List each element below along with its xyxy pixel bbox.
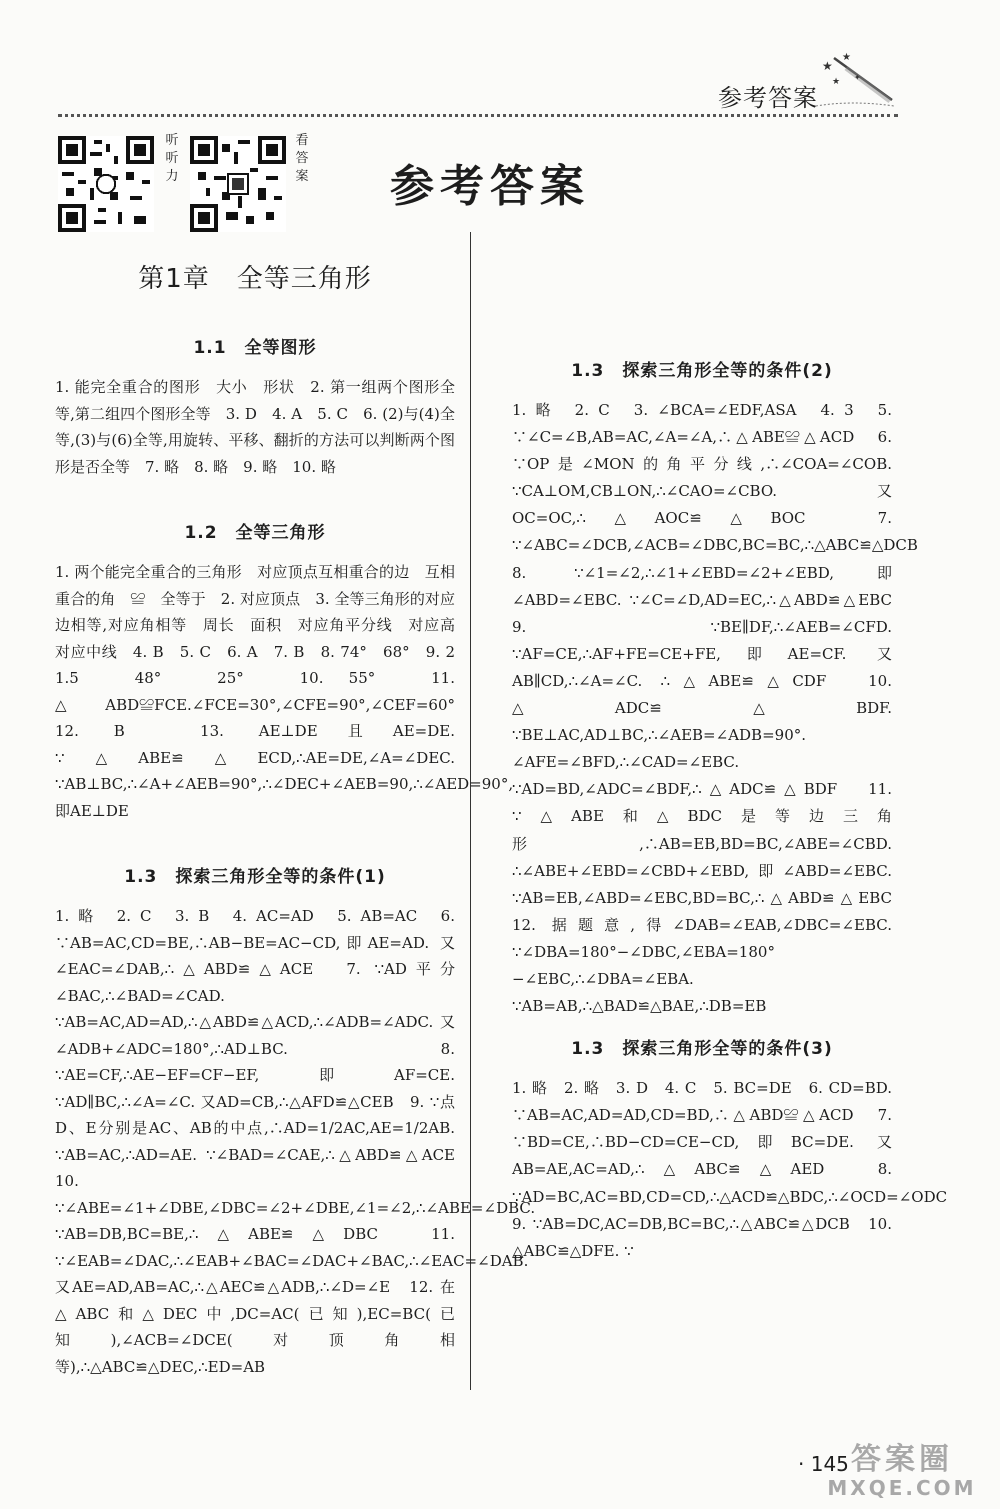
page-title: 参考答案: [390, 161, 590, 212]
section-heading-1-3-1: 1.3 探索三角形全等的条件(1): [124, 867, 386, 887]
answers-1-3-3: 1. 略 2. 略 3. D 4. C 5. BC=DE 6. CD=BD. ∵AB=AC,AD=AD,CD=BD,∴△ABD≌△ACD 7. ∵BD=CE,∴BD−CD=CE−CD,即BC=DE. 又AB=AE,AC=AD,∴△ABC≌△AED 8. ∵AD=BC,AC=BD,CD=CD,∴△ACD≌△BDC,∴∠OCD=∠ODC 9. ∵AB=DC,AC=DB,BC=BC,∴△ABC≌△DCB 10. △ABC≌△DFE. ∵: [512, 1079, 963, 1260]
answers-1-1: 1. 能完全重合的图形 大小 形状 2. 第一组两个图形全等,第二组四个图形全等 3. D 4. A 5. C 6. (2)与(4)全等,(3)与(6)全等,用旋转、平移、翻折的方法可以判断两个图形是否全等 7. 略 8. 略 9. 略 10. 略: [55, 378, 455, 476]
running-header-title: 参考答案: [718, 84, 818, 112]
svg-text:✦: ✦: [854, 73, 861, 82]
site-watermark: [812, 1444, 992, 1504]
answers-1-3-2: 1. 略 2. C 3. ∠BCA=∠EDF,ASA 4. 3 5. ∵∠C=∠B,AB=AC,∠A=∠A,∴△ABE≌△ACD 6. ∵OP是∠MON的角平分线,∴∠COA=∠COB. ∵CA⊥OM,CB⊥ON,∴∠CAO=∠CBO. 又OC=OC,∴△AOC≌△BOC 7. ∵∠ABC=∠DCB,∠ACB=∠DBC,BC=BC,∴△ABC≌△DCB 8. ∵∠1=∠2,∴∠1+∠EBD=∠2+∠EBD,即∠ABD=∠EBC. ∵∠C=∠D,AD=EC,∴△ABD≌△EBC 9. ∵BE∥DF,∴∠AEB=∠CFD. ∵AF=CE,∴AF+FE=CE+FE,即AE=CF. 又AB∥CD,∴∠A=∠C. ∴△ABE≌△CDF 10. △ADC≌△BDF. ∵BE⊥AC,AD⊥BC,∴∠AEB=∠ADB=90°. ∠AFE=∠BFD,∴∠CAD=∠EBC. ∵AD=BD,∠ADC=∠BDF,∴△ADC≌△BDF 11. ∵△ABE和△BDC是等边三角形,∴AB=EB,BD=BC,∠ABE=∠CBD. ∴∠ABE+∠EBD=∠CBD+∠EBD,即∠ABD=∠EBC. ∵AB=EB,∠ABD=∠EBC,BD=BC,∴△ABD≌△EBC 12. 据题意,得∠DAB=∠EAB,∠DBC=∠EBC. ∵∠DBA=180°−∠DBC,∠EBA=180°−∠EBC,∴∠DBA=∠EBA. ∵AB=AB,∴△BAD≌△BAE,∴DB=EB: [512, 401, 933, 1016]
qr-label-listening: 听听力: [165, 133, 179, 184]
header-dotted-rule: [58, 114, 898, 117]
page-number: · 145: [798, 1452, 849, 1476]
section-heading-1-3-3: 1.3 探索三角形全等的条件(3): [571, 1039, 833, 1060]
right-column: [512, 228, 963, 1265]
qr-label-answers: 看答案: [295, 133, 309, 184]
qr-code-answers[interactable]: [190, 136, 286, 232]
answers-1-2: 1. 两个能完全重合的三角形 对应顶点互相重合的边 互相重合的角 ≌ 全等于 2. 对应顶点 3. 全等三角形的对应边相等,对应角相等 周长 面积 对应角平分线 对应高 对应中线 4. B 5. C 6. A 7. B 8. 74° 68° 9. 2 1.5 48° 25° 10. 55° 11. △ABD≌FCE.∠FCE=30°,∠CFE=90°,∠CEF=60° 12. B 13. AE⊥DE且AE=DE. ∵△ABE≌△ECD,∴AE=DE,∠A=∠DEC. ∵AB⊥BC,∴∠A+∠AEB=90°,∴∠DEC+∠AEB=90,∴∠AED=90°,即AE⊥DE: [55, 563, 514, 820]
qr-code-listening[interactable]: [58, 136, 154, 232]
svg-text:★: ★: [832, 77, 841, 87]
section-heading-1-1: 1.1 全等图形: [193, 338, 317, 358]
svg-text:★: ★: [822, 59, 833, 73]
watermark-brand: 答案圈: [851, 1442, 953, 1477]
wand-stars-decoration: [812, 46, 896, 114]
section-heading-1-3-2: 1.3 探索三角形全等的条件(2): [571, 361, 833, 381]
svg-text:★: ★: [842, 52, 851, 63]
answers-1-3-1: 1. 略 2. C 3. B 4. AC=AD 5. AB=AC 6. ∵AB=AC,CD=BE,∴AB−BE=AC−CD,即AE=AD. 又∠EAC=∠DAB,∴△ABD≌△ACE 7. ∵AD平分∠BAC,∴∠BAD=∠CAD. ∵AB=AC,AD=AD,∴△ABD≌△ACD,∴∠ADB=∠ADC. 又∠ADB+∠ADC=180°,∴AD⊥BC. 8. ∵AE=CF,∴AE−EF=CF−EF,即AF=CE. ∵AD∥BC,∴∠A=∠C. 又AD=CB,∴△AFD≌△CEB 9. ∵点D、E分别是AC、AB的中点,∴AD=1/2AC,AE=1/2AB. ∵AB=AC,∴AD=AE. ∵∠BAD=∠CAE,∴△ABD≌△ACE 10. ∵∠ABE=∠1+∠DBE,∠DBC=∠2+∠DBE,∠1=∠2,∴∠ABE=∠DBC. ∵AB=DB,BC=BE,∴△ABE≌△DBC 11. ∵∠EAB=∠DAC,∴∠EAB+∠BAC=∠DAC+∠BAC,∴∠EAC=∠DAB. 又AE=AD,AB=AC,∴△AEC≌△ADB,∴∠D=∠E 12. 在△ABC和△DEC中,DC=AC(已知),EC=BC(已知),∠ACB=∠DCE(对顶角相等),∴△ABC≌△DEC,∴ED=AB: [55, 907, 536, 1376]
left-column: [55, 258, 536, 1380]
section-heading-1-2: 1.2 全等三角形: [184, 523, 326, 543]
chapter-title: 第1章 全等三角形: [138, 264, 372, 294]
watermark-url: MXQE.COM: [827, 1476, 977, 1500]
